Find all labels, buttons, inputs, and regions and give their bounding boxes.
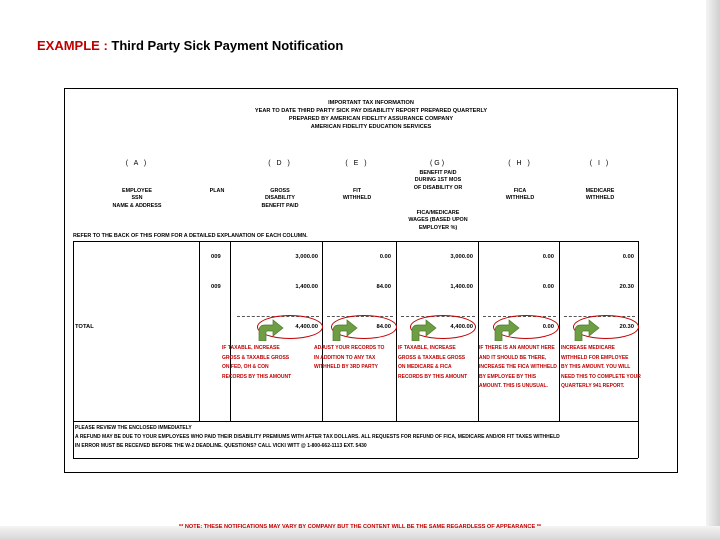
fica-column-header [506,188,534,203]
row-1-fit: 0.00 [379,254,391,260]
col-g-line: WAGES (BASED UPON [408,217,468,224]
column-rule [230,241,231,421]
header-line: YEAR TO DATE THIRD PARTY SICK PAY DISABILITY REPORT PREPARED QUARTERLY [254,107,488,114]
fica-annotation [479,344,557,392]
header-line: SSN [131,195,143,202]
notice-line: A REFUND MAY BE DUE TO YOUR EMPLOYEES WHO PAID THEIR DISABILITY PREMIUMS WITH AFTER TAX DOLLARS. ALL REQUESTS FOR REFUND OF FICA, MEDICARE AND/OR FIT TAXES WITHHELD [75,433,560,440]
medicare-column-header [586,188,615,203]
annotation-line: ON FED, OH & CON [222,364,269,370]
header-line: WITHHELD [505,195,535,202]
column-letter-g: (G) [429,160,447,167]
col-g-header-top [414,170,462,192]
annotation-line: BY EMPLOYEE BY THIS [479,373,537,380]
row-1-gross: 3,000.00 [295,254,318,260]
header-line: PREPARED BY AMERICAN FIDELITY ASSURANCE COMPANY [288,115,454,122]
annotation-line: WITHHELD FOR EMPLOYEE [561,354,629,361]
wages-annotation [398,344,467,382]
annotation-line: IF TAXABLE, INCREASE [398,345,456,351]
column-letter-e: ( E ) [345,160,369,167]
col-g-line: DURING 1ST MOS [414,177,462,184]
annotation-line: GROSS & TAXABLE GROSS [398,354,466,361]
header-line: FIT [352,188,362,194]
total-label: TOTAL [75,324,94,330]
title-prefix: EXAMPLE : [37,38,108,53]
report-header [65,100,677,132]
curved-arrow-icon [255,319,285,341]
fit-column-header [343,188,371,203]
column-rule [559,241,560,421]
header-line: BENEFIT PAID [261,202,299,209]
annotation-line: ADJUST YOUR RECORDS TO [314,345,385,351]
footer-note: ** NOTE: THESE NOTIFICATIONS MAY VARY BY COMPANY BUT THE CONTENT WILL BE THE SAME REGARDLESS OF APPEARANCE ** [178,524,542,530]
annotation-line: ON MEDICARE & FICA [398,364,452,370]
column-rule [322,241,323,421]
tax-report-form [64,88,678,473]
header-line: IMPORTANT TAX INFORMATION [328,100,414,106]
curved-arrow-icon [329,319,359,341]
annotation-line: GROSS & TAXABLE GROSS [222,354,290,361]
header-line: EMPLOYEE [122,188,152,194]
plan-column-header: PLAN [209,188,225,194]
annotation-line: IF THERE IS AN AMOUNT HERE [479,345,555,351]
col-g-line: EMPLOYER %) [418,224,458,231]
total-fica: 0.00 [542,324,554,330]
total-fit: 84.00 [376,324,391,330]
header-line: FICA [513,188,527,194]
annotation-line: BY THIS AMOUNT. YOU WILL [561,364,631,370]
notes-bottom-rule [73,458,638,459]
row-1-medicare: 0.00 [622,254,634,260]
annotation-line: INCREASE MEDICARE [561,345,615,351]
header-line: DISABILITY [265,195,295,202]
title-text: Third Party Sick Payment Notification [111,38,344,53]
annotation-line: IN ADDITION TO ANY TAX [314,354,376,361]
column-rule [396,241,397,421]
annotation-line: IF TAXABLE, INCREASE [222,345,280,351]
table-bottom-rule [73,421,638,422]
page-title [37,38,343,53]
column-rule [478,241,479,421]
header-line: WITHHELD [342,195,372,202]
total-medicare: 20.30 [619,324,634,330]
col-g-line: OF DISABILITY OR [413,184,463,191]
annotation-line: NEED THIS TO COMPLETE YOUR [561,373,641,380]
annotation-line: RECORDS BY THIS AMOUNT [222,373,292,380]
medicare-annotation [561,344,641,392]
col-g-header-bottom [408,210,467,232]
annotation-line: WITHHELD BY 3RD PARTY [314,364,378,370]
row-1-wages: 3,000.00 [450,254,473,260]
row-1-fica: 0.00 [542,254,554,260]
total-wages: 4,400.00 [450,324,473,330]
curved-arrow-icon [408,319,438,341]
curved-arrow-icon [491,319,521,341]
table-top-rule [73,241,638,242]
row-2-fica: 0.00 [542,284,554,290]
row-2-plan: 009 [211,284,221,290]
row-2-gross: 1,400.00 [295,284,318,290]
col-g-line: BENEFIT PAID [419,170,457,176]
total-gross: 4,400.00 [295,324,318,330]
header-line: MEDICARE [585,188,615,194]
annotation-line: AND IT SHOULD BE THERE, [479,354,547,361]
column-rule [199,241,200,421]
row-2-wages: 1,400.00 [450,284,473,290]
fit-annotation [314,344,384,373]
notice-line: PLEASE REVIEW THE ENCLOSED IMMEDIATELY [75,425,192,431]
column-letter-a: ( A ) [125,160,149,167]
header-line: GROSS [270,188,290,194]
gross-annotation [222,344,291,382]
employee-column-header [113,188,162,210]
column-letter-d: ( D ) [268,160,292,167]
annotation-line: AMOUNT. THIS IS UNUSUAL. [479,383,548,389]
column-letter-h: ( H ) [508,160,532,167]
annotation-line: QUARTERLY 941 REPORT. [561,383,625,389]
header-line: AMERICAN FIDELITY EDUCATION SERVICES [310,123,432,130]
annotation-line: RECORDS BY THIS AMOUNT [398,373,468,380]
notice-line: IN ERROR MUST BE RECEIVED BEFORE THE W-2 DEADLINE. QUESTIONS? CALL VICKI WITT @ 1-800-662-1113 EXT. 5430 [75,442,367,449]
col-g-line: FICA/MEDICARE [416,210,460,216]
column-letter-i: ( I ) [589,160,611,167]
row-2-medicare: 20.30 [619,284,634,290]
refer-note: REFER TO THE BACK OF THIS FORM FOR A DETAILED EXPLANATION OF EACH COLUMN. [73,233,308,239]
curved-arrow-icon [571,319,601,341]
table-left-rule [73,241,74,458]
row-2-fit: 84.00 [376,284,391,290]
row-1-plan: 009 [211,254,221,260]
refund-notice [75,424,560,450]
header-line: WITHHELD [585,195,615,202]
gross-column-header [261,188,298,210]
header-line: NAME & ADDRESS [112,202,162,209]
page-shadow-right [706,0,720,540]
annotation-line: INCREASE THE FICA WITHHELD [479,364,557,370]
